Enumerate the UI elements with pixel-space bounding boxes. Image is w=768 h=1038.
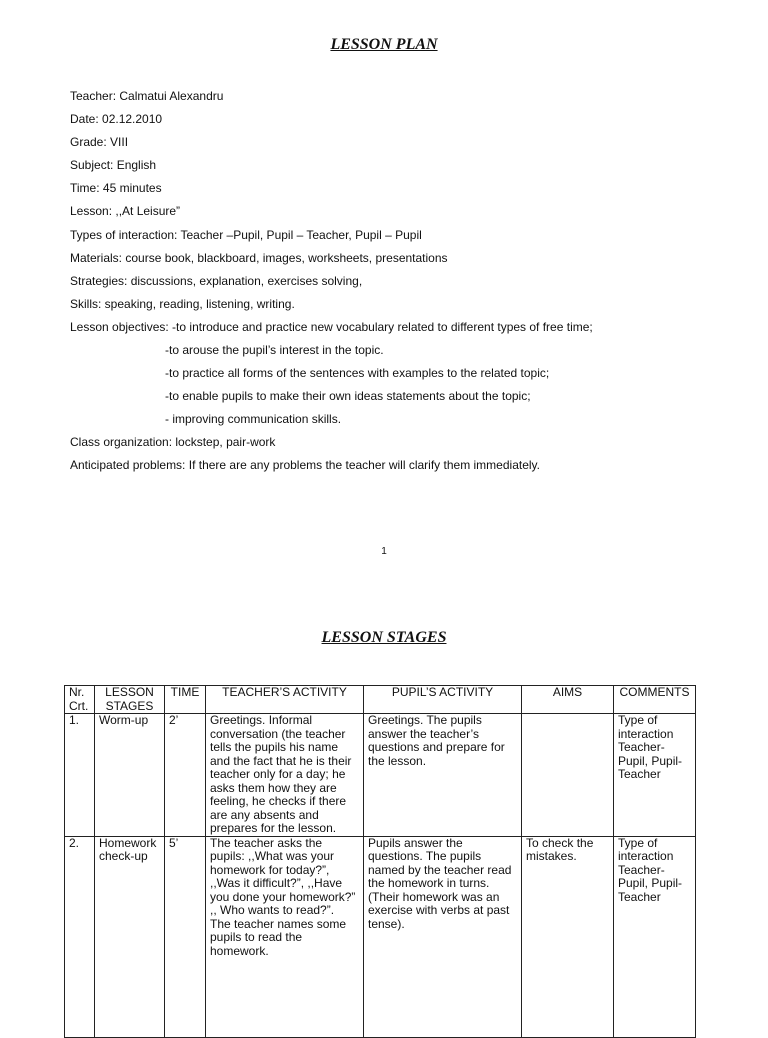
teacher-line: Teacher: Calmatui Alexandru [70,89,224,103]
cell-time: 5’ [165,836,206,1037]
anticipated-problems-line: Anticipated problems: If there are any problems the teacher will clarify them immediately. [70,458,540,472]
stages-title: LESSON STAGES [321,629,447,646]
page-number: 1 [381,546,387,557]
cell-aims: To check the mistakes. [522,836,614,1037]
cell-time: 2’ [165,714,206,837]
objective-item: -to practice all forms of the sentences with examples to the related topic; [165,366,550,380]
cell-nr: 1. [65,714,95,837]
lesson-line: Lesson: ,,At Leisure” [70,204,181,218]
skills-line: Skills: speaking, reading, listening, writing. [70,297,295,311]
cell-nr: 2. [65,836,95,1037]
interaction-line: Types of interaction: Teacher –Pupil, Pupil – Teacher, Pupil – Pupil [70,228,422,242]
cell-pupil-activity: Pupils answer the questions. The pupils named by the teacher read the homework in turns. (Their homework was an exercise with verbs at past tense). [364,836,522,1037]
grade-line: Grade: VIII [70,135,129,149]
date-line: Date: 02.12.2010 [70,112,163,126]
cell-stage: Homework check-up [95,836,165,1037]
cell-comments: Type of interaction Teacher-Pupil, Pupil-Teacher [614,836,696,1037]
header-teacher-activity: TEACHER’S ACTIVITY [206,686,364,714]
objectives-line: Lesson objectives: -to introduce and practice new vocabulary related to different types of free time; [70,320,593,334]
header-pupil-activity: PUPIL’S ACTIVITY [364,686,522,714]
cell-comments: Type of interaction Teacher-Pupil, Pupil-Teacher [614,714,696,837]
header-stages: LESSON STAGES [95,686,165,714]
cell-pupil-activity: Greetings. The pupils answer the teacher’s questions and prepare for the lesson. [364,714,522,837]
header-aims: AIMS [522,686,614,714]
strategies-line: Strategies: discussions, explanation, exercises solving, [70,274,363,288]
class-organization-line: Class organization: lockstep, pair-work [70,435,276,449]
header-comments: COMMENTS [614,686,696,714]
materials-line: Materials: course book, blackboard, images, worksheets, presentations [70,251,448,265]
cell-teacher-activity: Greetings. Informal conversation (the teacher tells the pupils his name and the fact that he is their teacher only for a day; he asks them how they are feeling, he checks if there are any absents and prepares for the lesson. [206,714,364,837]
header-time: TIME [165,686,206,714]
header-nr: Nr. Crt. [65,686,95,714]
table-row [65,714,696,837]
cell-stage: Worm-up [95,714,165,837]
cell-teacher-activity: The teacher asks the pupils: ,,What was your homework for today?”, ,,Was it difficult?”, ,,Have you done your homework?” ,, Who wants to read?”. The teacher names some pupils to read the homework. [206,836,364,1037]
time-line: Time: 45 minutes [70,181,162,195]
objective-item: - improving communication skills. [165,412,342,426]
lesson-stages-table [64,685,696,1038]
cell-aims [522,714,614,837]
table-header-row [65,686,696,714]
subject-line: Subject: English [70,158,157,172]
objective-item: -to arouse the pupil’s interest in the topic. [165,343,384,357]
objective-item: -to enable pupils to make their own ideas statements about the topic; [165,389,531,403]
page-title: LESSON PLAN [330,36,438,53]
table-row [65,836,696,1037]
